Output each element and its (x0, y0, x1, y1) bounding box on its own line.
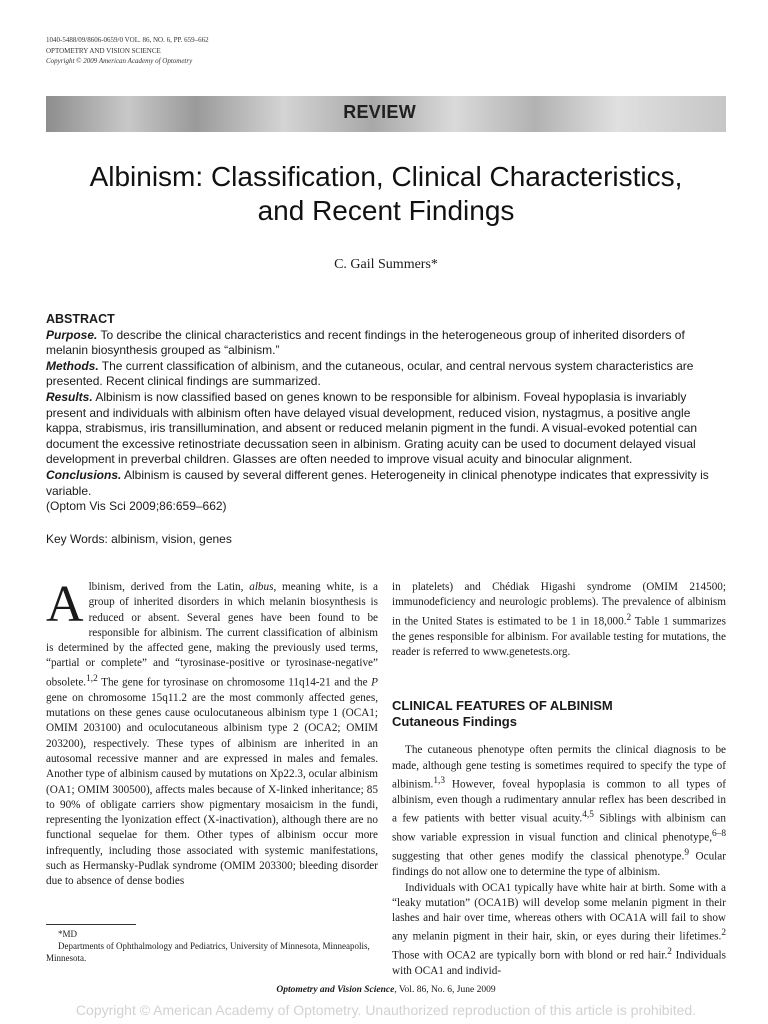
cutaneous-text-d: suggesting that other genes modify the classical phenotype. (392, 850, 685, 863)
copyright-watermark: Copyright © American Academy of Optometry. Unauthorized reproduction of this article is prohibited. (75, 1002, 697, 1018)
footnote-marker: *MD (58, 929, 78, 939)
footnote-rule (46, 924, 136, 925)
citation-sup: 1,3 (433, 775, 446, 786)
prevalence-text-a: in platelets) and Chédiak Higashi syndrome (OMIM 214500; immunodeficiency and neurologic problems). The prevalence of albinism in the United States is estimated to be 1 in 18,000. (392, 581, 726, 628)
abstract-block (46, 312, 726, 547)
footer-issue: , Vol. 86, No. 6, June 2009 (394, 985, 496, 995)
methods-label: Methods. (46, 358, 99, 373)
cutaneous-text-e: Ocular findings do not allow one to determine the type of albinism. (392, 850, 726, 879)
page-footer (46, 985, 726, 995)
conclusions-label: Conclusions. (46, 467, 122, 482)
section-banner-label: REVIEW (343, 102, 416, 122)
footnote-affiliation: Departments of Ophthalmology and Pediatrics, University of Minnesota, Minneapolis, Minnesota. (46, 941, 370, 963)
body-column-left (46, 576, 378, 890)
intro-italic-p-gene: P (371, 676, 378, 689)
article-author: C. Gail Summers* (334, 257, 438, 272)
prevalence-paragraph (392, 580, 726, 660)
abstract-methods (46, 359, 726, 390)
abstract-results (46, 390, 726, 468)
section-banner (46, 96, 726, 132)
body-column-right (392, 580, 726, 980)
oca-text-c: Individuals with OCA1 and individ- (392, 950, 726, 978)
abstract-conclusions (46, 468, 726, 499)
header-line-copyright: Copyright © 2009 American Academy of Optometry (46, 57, 193, 65)
key-words: Key Words: albinism, vision, genes (46, 531, 232, 546)
intro-italic-albus: albus (249, 581, 274, 593)
intro-paragraph (46, 576, 378, 890)
intro-text-d: gene on chromosome 15q11.2 are the most commonly affected genes, mutations on these genes cause oculocutaneous albinism type 1 (OCA1; OMIM 203100) and oculocutaneous albinism type 2 (OCA2; OMIM 203200), respectively. These types of albinism are inherited in an autosomal recessive manner and are expressed in males and females. Another type of albinism caused by mutations on Xp22.3, ocular albinism (OA1; OMIM 300500), affects males because of X-linked inheritance; 85 to 90% of obligate carriers show pigmentary mosaicism in the fundi, representing the lyonization effect (X-inactivation), although there are no functional sequelae for them. Other types of albinism occur more infrequently, including those associated with systemic manifestations, such as Hermansky-Pudlak syndrome (OMIM 203300; bleeding disorder due to absence of dense bodies (46, 691, 378, 888)
abstract-heading: ABSTRACT (46, 312, 115, 326)
footer-journal-name: Optometry and Vision Science (276, 985, 395, 995)
purpose-text: To describe the clinical characteristics and recent findings in the heterogeneous group of inherited disorders of melanin biosynthesis grouped as “albinism.” (46, 327, 685, 358)
abstract-purpose (46, 328, 726, 359)
cutaneous-paragraph-2 (392, 881, 726, 980)
results-text: Albinism is now classified based on genes known to be responsible for albinism. Foveal hypoplasia is invariably present and individuals with albinism often have delayed visual development, reduced vision, nystagmus, a positive angle kappa, strabismus, iris transillumination, and absent or reduced melanin pigment in the fundi. A visual-evoked potential can document the excessive retinostriate decussation seen in albinism. Grating acuity can be used to document delayed visual development in preverbal children. Glasses are often needed to improve visual acuity and binocular alignment. (46, 389, 698, 467)
citation-sup: 2 (721, 928, 726, 939)
methods-text: The current classification of albinism, and the cutaneous, ocular, and central nervous system characteristics are presented. Recent clinical findings are summarized. (46, 358, 694, 389)
citation-sup: 4,5 (582, 810, 594, 821)
intro-text-c: The gene for tyrosinase on chromosome 11q14-21 and the (97, 676, 372, 689)
prevalence-text-b: Table 1 summarizes the genes responsible for albinism. For available testing for mutations, the reader is referred to www.genetests.org. (392, 615, 726, 658)
oca-text-a: Individuals with OCA1 typically have white hair at birth. Some with a “leaky mutation” (OCA1B) will develop some melanin pigment in their lashes and hair over time, whereas others with OCA1A will fail to show any melanin pigment in their hair, skin, or eyes during their lifetimes. (392, 881, 726, 944)
abstract-citation: (Optom Vis Sci 2009;86:659–662) (46, 499, 227, 514)
article-title (46, 160, 726, 228)
article-title-line2: and Recent Findings (257, 195, 515, 226)
author-footnote (46, 928, 376, 964)
citation-sup: 9 (684, 848, 689, 859)
subsection-heading: Cutaneous Findings (392, 714, 517, 730)
journal-header-meta (46, 35, 209, 67)
results-label: Results. (46, 389, 93, 404)
cutaneous-paragraph-1 (392, 743, 726, 880)
citation-sup: 1,2 (86, 673, 98, 684)
oca-text-b: Those with OCA2 are typically born with blond or red hair. (392, 950, 668, 963)
citation-sup: 2 (626, 612, 632, 623)
purpose-label: Purpose. (46, 327, 98, 342)
intro-text-b: , meaning white, is a group of inherited disorders in which melanin biosynthesis is reduced or absent. Several genes have been found to be responsible for albinism. The current classification of albinism is determined by the affected gene, making the previously used terms, “partial or complete” and “tyrosinase-positive or tyrosinase-negative” obsolete. (46, 581, 378, 689)
intro-text-a: lbinism, derived from the Latin, (88, 581, 250, 593)
article-title-line1: Albinism: Classification, Clinical Characteristics, (89, 161, 683, 192)
drop-cap: A (46, 576, 84, 633)
citation-sup: 2 (667, 947, 672, 958)
section-heading: CLINICAL FEATURES OF ALBINISM (392, 698, 613, 714)
citation-sup: 6–8 (712, 829, 726, 840)
header-line-journal: OPTOMETRY AND VISION SCIENCE (46, 46, 161, 55)
cutaneous-text-a: The cutaneous phenotype often permits the clinical diagnosis to be made, although gene testing is sometimes required to specify the type of albinism. (392, 744, 726, 791)
conclusions-text: Albinism is caused by several different genes. Heterogeneity in clinical phenotype indicates that expressivity is variable. (46, 467, 709, 498)
cutaneous-text-c: Siblings with albinism can show variable expression in visual function and clinical phenotype, (392, 812, 726, 844)
cutaneous-text-b: However, foveal hypoplasia is common to all types of albinism, even though a rudimentary annular reflex has been described in a few patients with better visual acuity. (392, 778, 726, 825)
header-line-doi: 1040-5488/09/8606-0659/0 VOL. 86, NO. 6, PP. 659–662 (46, 36, 209, 44)
